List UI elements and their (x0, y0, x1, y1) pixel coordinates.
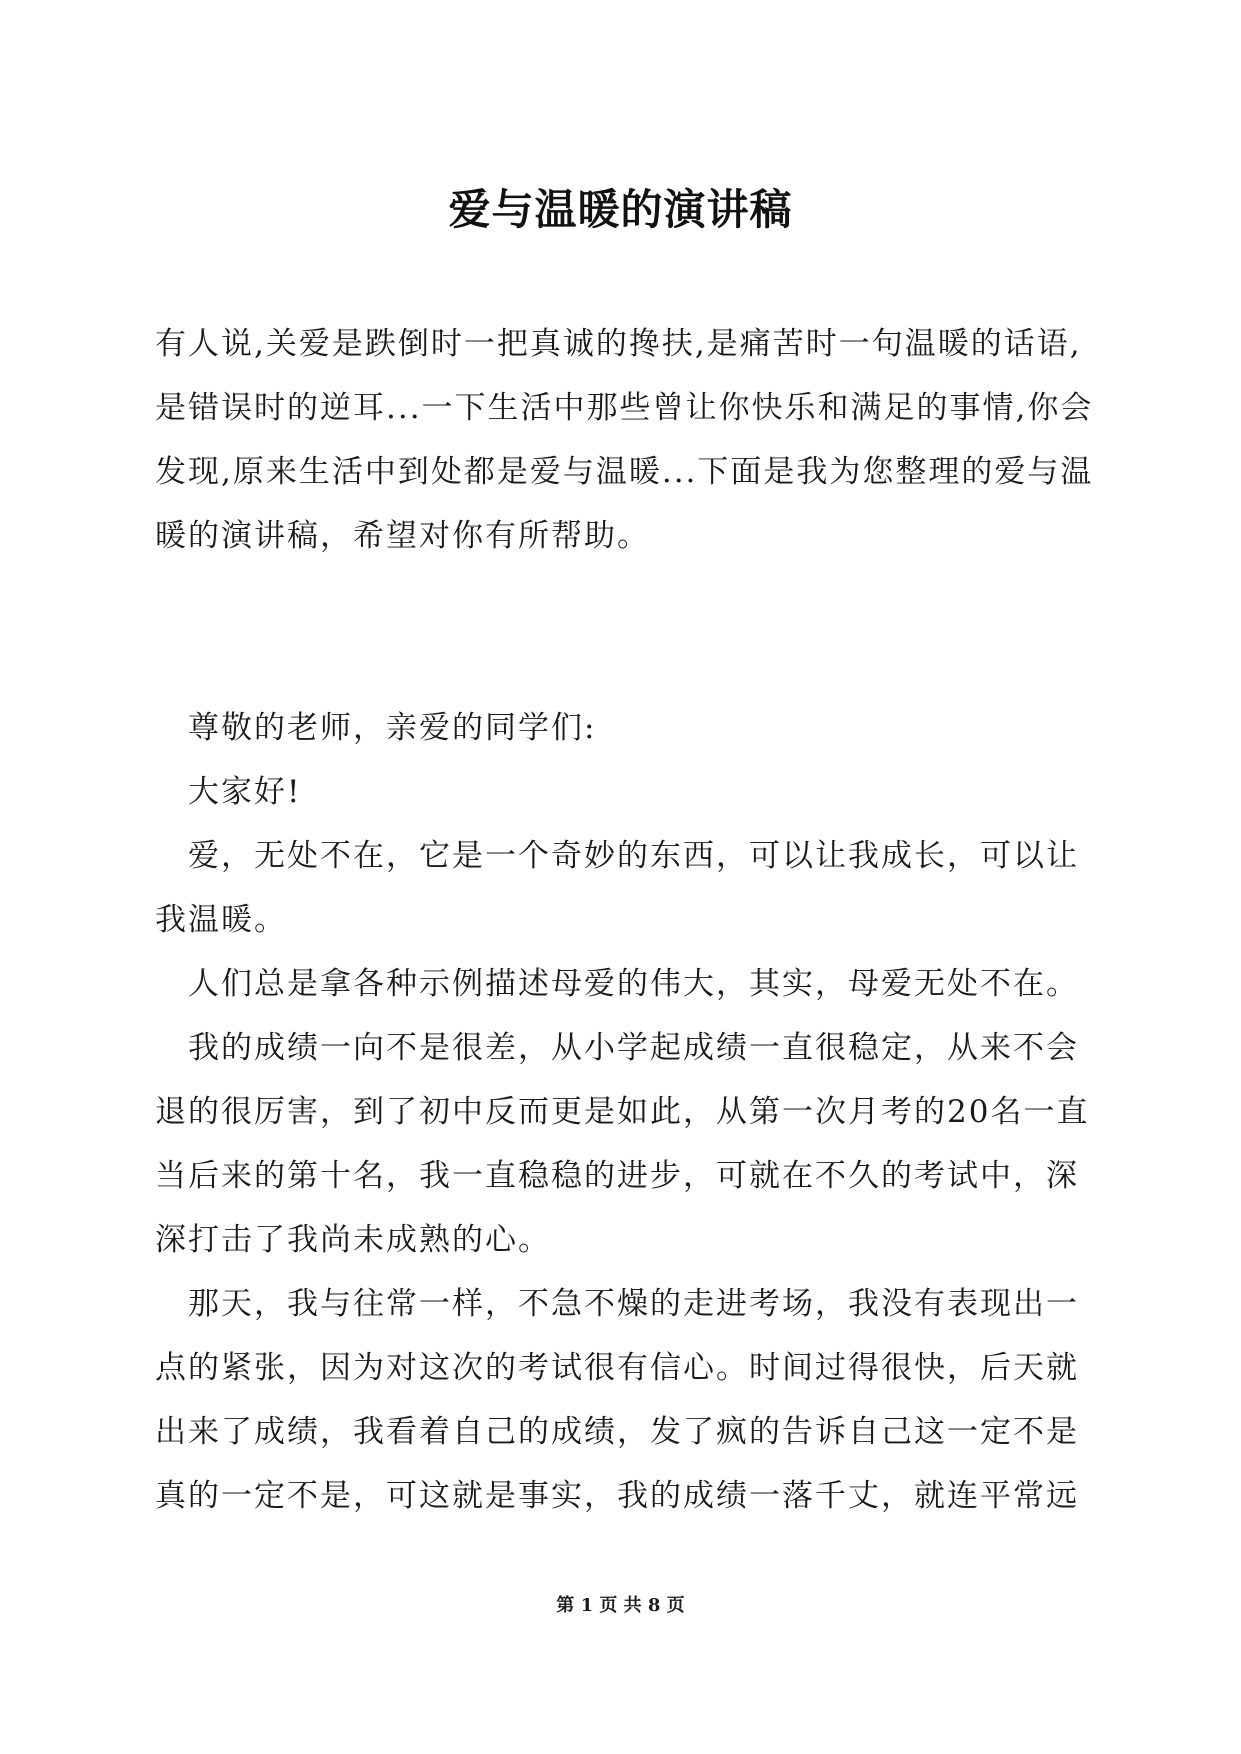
body-paragraph: 那天，我与往常一样，不急不燥的走进考场，我没有表现出一点的紧张，因为对这次的考试很有信心。时间过得很快，后天就出来了成绩，我看着自己的成绩，发了疯的告诉自己这一定不是真的一定不是，可这就是事实，我的成绩一落千丈，就连平常远 (155, 1286, 1079, 1514)
speech-body (155, 696, 1095, 1528)
document-title: 爱与温暖的演讲稿 (448, 185, 793, 234)
body-paragraph: 我的成绩一向不是很差，从小学起成绩一直很稳定，从来不会退的很厉害，到了初中反而更是如此，从第一次月考的20名一直当后来的第十名，我一直稳稳的进步，可就在不久的考试中，深深打击了我尚未成熟的心。 (155, 1030, 1090, 1258)
body-paragraph: 人们总是拿各种示例描述母爱的伟大，其实，母爱无处不在。 (188, 966, 1079, 1002)
intro-paragraph: 有人说,关爱是跌倒时一把真诚的搀扶,是痛苦时一句温暖的话语,是错误时的逆耳...一下生活中那些曾让你快乐和满足的事情,你会发现,原来生活中到处都是爱与温暖...下面是我为您整理的爱与温暖的演讲稿，希望对你有所帮助。 (155, 326, 1094, 554)
body-paragraph: 尊敬的老师，亲爱的同学们: (188, 710, 597, 746)
body-paragraph: 爱，无处不在，它是一个奇妙的东西，可以让我成长，可以让我温暖。 (155, 838, 1079, 938)
page-number-footer: 第 1 页 共 8 页 (556, 1595, 685, 1616)
body-paragraph: 大家好! (188, 774, 302, 810)
